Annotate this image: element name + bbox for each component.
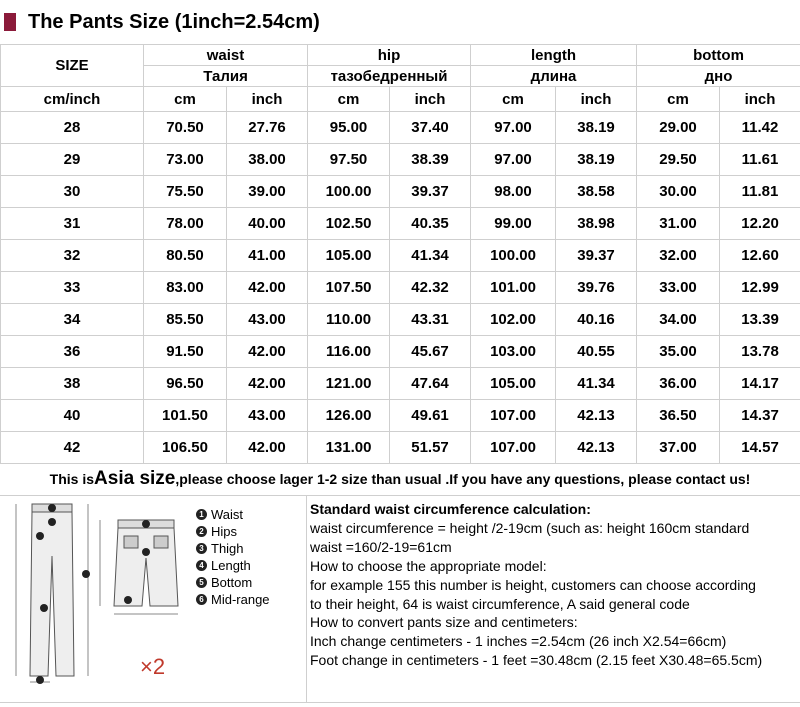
size-cell: 31: [1, 208, 144, 240]
size-cell: 30: [1, 176, 144, 208]
size-header: SIZE: [1, 45, 144, 87]
table-cell: 43.31: [390, 304, 471, 336]
legend-item: [196, 591, 270, 608]
size-cell: 32: [1, 240, 144, 272]
table-cell: 40.55: [556, 336, 637, 368]
size-cell: 28: [1, 112, 144, 144]
table-cell: 14.17: [720, 368, 800, 400]
table-row: [1, 240, 800, 272]
table-cell: 100.00: [308, 176, 390, 208]
table-cell: 105.00: [308, 240, 390, 272]
table-cell: 13.78: [720, 336, 800, 368]
inch-header: inch: [227, 87, 308, 112]
table-cell: 12.60: [720, 240, 800, 272]
table-cell: 105.00: [471, 368, 556, 400]
legend-item: [196, 523, 270, 540]
table-cell: 98.00: [471, 176, 556, 208]
bottom-divider: [0, 702, 800, 703]
table-cell: 101.50: [144, 400, 227, 432]
hip-header: hip: [308, 45, 471, 66]
legend-number-icon: 3: [196, 543, 207, 554]
table-cell: 12.20: [720, 208, 800, 240]
table-cell: 36.50: [637, 400, 720, 432]
bottom-header-ru: дно: [637, 66, 800, 87]
table-row: [1, 432, 800, 464]
table-cell: 96.50: [144, 368, 227, 400]
table-cell: 14.37: [720, 400, 800, 432]
table-cell: 100.00: [471, 240, 556, 272]
table-cell: 75.50: [144, 176, 227, 208]
table-cell: 126.00: [308, 400, 390, 432]
info-line: How to choose the appropriate model:: [310, 557, 798, 576]
table-cell: 29.00: [637, 112, 720, 144]
size-cell: 29: [1, 144, 144, 176]
inch-header: inch: [390, 87, 471, 112]
table-row: [1, 304, 800, 336]
table-cell: 121.00: [308, 368, 390, 400]
table-cell: 40.35: [390, 208, 471, 240]
table-cell: 43.00: [227, 304, 308, 336]
table-cell: 38.19: [556, 144, 637, 176]
cm-header: cm: [471, 87, 556, 112]
table-cell: 107.00: [471, 400, 556, 432]
size-table: [0, 44, 800, 464]
table-cell: 38.39: [390, 144, 471, 176]
table-cell: 101.00: [471, 272, 556, 304]
table-cell: 42.13: [556, 432, 637, 464]
table-cell: 42.13: [556, 400, 637, 432]
table-cell: 12.99: [720, 272, 800, 304]
legend-number-icon: 5: [196, 577, 207, 588]
table-cell: 42.00: [227, 432, 308, 464]
table-cell: 102.00: [471, 304, 556, 336]
table-cell: 103.00: [471, 336, 556, 368]
size-cell: 40: [1, 400, 144, 432]
table-cell: 70.50: [144, 112, 227, 144]
info-line: Inch change centimeters - 1 inches =2.54cm (26 inch X2.54=66cm): [310, 632, 798, 651]
table-cell: 29.50: [637, 144, 720, 176]
table-cell: 39.37: [390, 176, 471, 208]
legend-number-icon: 1: [196, 509, 207, 520]
table-cell: 42.00: [227, 336, 308, 368]
info-heading: Standard waist circumference calculation:: [310, 500, 798, 519]
info-line: How to convert pants size and centimeters:: [310, 613, 798, 632]
table-cell: 39.00: [227, 176, 308, 208]
table-row: [1, 368, 800, 400]
length-header-ru: длина: [471, 66, 637, 87]
table-cell: 97.00: [471, 144, 556, 176]
table-cell: 91.50: [144, 336, 227, 368]
info-line: waist =160/2-19=61cm: [310, 538, 798, 557]
notice-asia-size: Asia size: [94, 468, 175, 490]
table-cell: 47.64: [390, 368, 471, 400]
table-cell: 45.67: [390, 336, 471, 368]
table-cell: 37.00: [637, 432, 720, 464]
size-cell: 38: [1, 368, 144, 400]
table-row: [1, 144, 800, 176]
size-cell: 42: [1, 432, 144, 464]
bottom-header: bottom: [637, 45, 800, 66]
table-cell: 43.00: [227, 400, 308, 432]
legend-label: Bottom: [211, 574, 252, 591]
info-line: Foot change in centimeters - 1 feet =30.48cm (2.15 feet X30.48=65.5cm): [310, 651, 798, 670]
table-cell: 36.00: [637, 368, 720, 400]
table-cell: 11.61: [720, 144, 800, 176]
legend-item: [196, 574, 270, 591]
size-cell: 33: [1, 272, 144, 304]
table-cell: 85.50: [144, 304, 227, 336]
table-cell: 80.50: [144, 240, 227, 272]
info-line: to their height, 64 is waist circumference, A said general code: [310, 595, 798, 614]
table-cell: 30.00: [637, 176, 720, 208]
legend-item: [196, 540, 270, 557]
legend-number-icon: 4: [196, 560, 207, 571]
table-cell: 116.00: [308, 336, 390, 368]
hip-header-ru: тазобедренный: [308, 66, 471, 87]
info-line: for example 155 this number is height, customers can choose according: [310, 576, 798, 595]
notice-pre: This is: [50, 471, 94, 487]
table-row: [1, 176, 800, 208]
table-cell: 42.00: [227, 368, 308, 400]
quantity-x2-label: ×2: [140, 654, 165, 680]
unit-header: cm/inch: [1, 87, 144, 112]
table-cell: 51.57: [390, 432, 471, 464]
table-cell: 32.00: [637, 240, 720, 272]
measurement-legend: [196, 506, 270, 608]
table-cell: 38.58: [556, 176, 637, 208]
title-bar: [0, 0, 800, 44]
table-cell: 41.34: [556, 368, 637, 400]
table-cell: 97.50: [308, 144, 390, 176]
legend-label: Hips: [211, 523, 237, 540]
table-cell: 27.76: [227, 112, 308, 144]
table-cell: 41.00: [227, 240, 308, 272]
table-cell: 13.39: [720, 304, 800, 336]
cm-header: cm: [637, 87, 720, 112]
table-cell: 42.32: [390, 272, 471, 304]
table-cell: 38.98: [556, 208, 637, 240]
table-cell: 11.42: [720, 112, 800, 144]
table-cell: 102.50: [308, 208, 390, 240]
waist-header-ru: Талия: [144, 66, 308, 87]
info-line: waist circumference = height /2-19cm (such as: height 160cm standard: [310, 519, 798, 538]
legend-item: [196, 506, 270, 523]
notice-post: ,please choose lager 1-2 size than usual .If you have any questions, please contact us!: [175, 471, 750, 487]
table-cell: 38.19: [556, 112, 637, 144]
table-row: [1, 336, 800, 368]
table-cell: 95.00: [308, 112, 390, 144]
cm-header: cm: [308, 87, 390, 112]
table-cell: 131.00: [308, 432, 390, 464]
table-cell: 41.34: [390, 240, 471, 272]
size-cell: 34: [1, 304, 144, 336]
table-row: [1, 208, 800, 240]
table-cell: 83.00: [144, 272, 227, 304]
length-header: length: [471, 45, 637, 66]
inch-header: inch: [556, 87, 637, 112]
table-cell: 11.81: [720, 176, 800, 208]
table-cell: 31.00: [637, 208, 720, 240]
table-row: [1, 400, 800, 432]
table-cell: 38.00: [227, 144, 308, 176]
table-cell: 49.61: [390, 400, 471, 432]
inch-header: inch: [720, 87, 800, 112]
legend-number-icon: 2: [196, 526, 207, 537]
asia-size-notice: [0, 463, 800, 496]
table-cell: 99.00: [471, 208, 556, 240]
legend-label: Waist: [211, 506, 243, 523]
table-cell: 78.00: [144, 208, 227, 240]
cm-header: cm: [144, 87, 227, 112]
legend-label: Thigh: [211, 540, 244, 557]
size-cell: 36: [1, 336, 144, 368]
table-cell: 97.00: [471, 112, 556, 144]
table-cell: 33.00: [637, 272, 720, 304]
table-cell: 110.00: [308, 304, 390, 336]
size-calculation-info: [310, 500, 798, 670]
waist-header: waist: [144, 45, 308, 66]
table-cell: 35.00: [637, 336, 720, 368]
legend-label: Mid-range: [211, 591, 270, 608]
table-cell: 40.00: [227, 208, 308, 240]
table-cell: 34.00: [637, 304, 720, 336]
table-row: [1, 272, 800, 304]
table-cell: 107.50: [308, 272, 390, 304]
table-cell: 14.57: [720, 432, 800, 464]
table-cell: 37.40: [390, 112, 471, 144]
title-square-icon: [4, 13, 16, 31]
table-cell: 42.00: [227, 272, 308, 304]
table-cell: 73.00: [144, 144, 227, 176]
table-cell: 40.16: [556, 304, 637, 336]
table-cell: 106.50: [144, 432, 227, 464]
table-cell: 39.37: [556, 240, 637, 272]
legend-item: [196, 557, 270, 574]
table-cell: 39.76: [556, 272, 637, 304]
legend-number-icon: 6: [196, 594, 207, 605]
legend-label: Length: [211, 557, 251, 574]
table-cell: 107.00: [471, 432, 556, 464]
table-row: [1, 112, 800, 144]
page-title: The Pants Size (1inch=2.54cm): [28, 11, 320, 34]
